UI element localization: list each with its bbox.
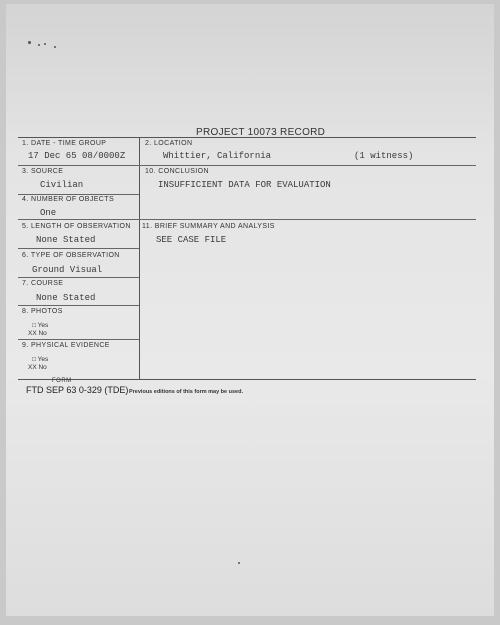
photos-yes-option: □ Yes xyxy=(32,322,49,329)
record-form xyxy=(18,137,476,380)
footer-form-label: FORM xyxy=(52,378,72,384)
course-value: None Stated xyxy=(36,293,96,303)
type-of-observation-label: 6. TYPE OF OBSERVATION xyxy=(22,252,120,259)
row-divider xyxy=(139,165,476,166)
length-of-observation-value: None Stated xyxy=(36,235,96,245)
scan-speck xyxy=(44,43,46,45)
row-divider xyxy=(139,219,476,220)
form-title: PROJECT 10073 RECORD xyxy=(196,127,326,138)
conclusion-label: 10. CONCLUSION xyxy=(145,168,209,175)
conclusion-value: INSUFFICIENT DATA FOR EVALUATION xyxy=(158,180,331,190)
row-divider xyxy=(18,305,139,306)
row-divider xyxy=(18,165,139,166)
location-label: 2. LOCATION xyxy=(145,140,193,147)
source-value: Civilian xyxy=(40,180,84,190)
scan-speck xyxy=(38,44,40,46)
physical-evidence-label: 9. PHYSICAL EVIDENCE xyxy=(22,342,110,349)
footer-note: Previous editions of this form may be used. xyxy=(129,389,243,395)
length-of-observation-label: 5. LENGTH OF OBSERVATION xyxy=(22,223,131,230)
row-divider xyxy=(18,339,139,340)
footer-form-code: FTD SEP 63 0-329 (TDE) xyxy=(26,385,129,395)
number-of-objects-label: 4. NUMBER OF OBJECTS xyxy=(22,196,115,203)
location-value: Whittier, California xyxy=(163,151,272,161)
physical-evidence-no-option: XX No xyxy=(28,364,47,371)
type-of-observation-value: Ground Visual xyxy=(32,265,103,275)
physical-evidence-yes-option: □ Yes xyxy=(32,356,49,363)
scan-speck xyxy=(28,41,31,44)
date-time-group-label: 1. DATE - TIME GROUP xyxy=(22,140,107,147)
brief-summary-label: 11. BRIEF SUMMARY AND ANALYSIS xyxy=(142,223,275,230)
document-page xyxy=(6,4,494,616)
date-time-group-value: 17 Dec 65 08/0000Z xyxy=(28,151,126,161)
witness-count: (1 witness) xyxy=(354,151,414,161)
course-label: 7. COURSE xyxy=(22,280,64,287)
row-divider xyxy=(18,194,139,195)
number-of-objects-value: One xyxy=(40,208,57,218)
scan-speck xyxy=(238,562,240,564)
column-divider xyxy=(139,138,140,379)
scan-speck xyxy=(54,46,56,48)
row-divider xyxy=(18,219,139,220)
row-divider xyxy=(18,248,139,249)
brief-summary-value: SEE CASE FILE xyxy=(156,235,227,245)
photos-no-option: XX No xyxy=(28,330,47,337)
row-divider xyxy=(18,277,139,278)
source-label: 3. SOURCE xyxy=(22,168,64,175)
photos-label: 8. PHOTOS xyxy=(22,308,63,315)
